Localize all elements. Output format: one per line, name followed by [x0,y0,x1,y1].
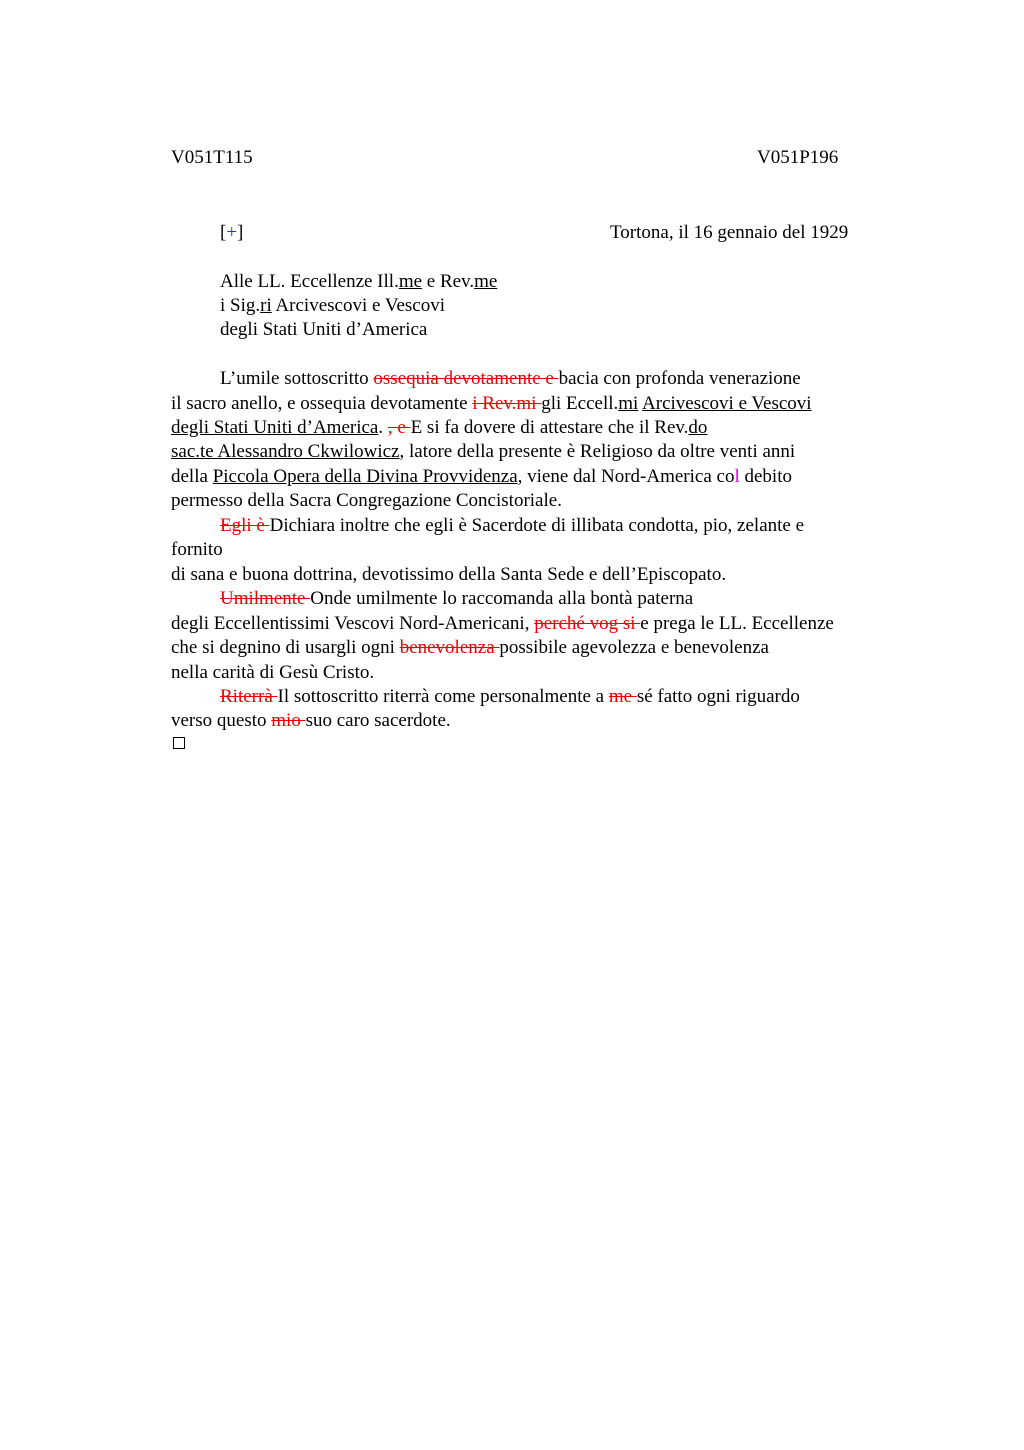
address-line-2: i Sig.ri Arcivescovi e Vescovi [220,295,445,316]
body-line: di sana e buona dottrina, devotissimo della Santa Sede e dell’Episcopato. [171,564,727,585]
body-line: nella carità di Gesù Cristo. [171,662,375,683]
header-right-code: V051P196 [757,147,839,168]
body-line: Egli è Dichiara inoltre che egli è Sacerdote di illibata condotta, pio, zelante e [220,515,805,536]
body-line: della Piccola Opera della Divina Provvidenza, viene dal Nord-America col debito [171,466,792,487]
body-line: Umilmente Onde umilmente lo raccomanda alla bontà paterna [220,588,694,609]
cross-mark: [+] [220,222,244,243]
header-left-code: V051T115 [171,147,253,168]
body-line: il sacro anello, e ossequia devotamente i Rev.mi gli Eccell.mi Arcivescovi e Vescovi [171,393,812,414]
address-line-3: degli Stati Uniti d’America [220,319,428,340]
body-line: Riterrà Il sottoscritto riterrà come personalmente a me sé fatto ogni riguardo [220,686,800,707]
plus-icon: + [226,222,238,243]
body-line: fornito [171,539,223,560]
body-line: permesso della Sacra Congregazione Concistoriale. [171,490,562,511]
body-line: che si degnino di usargli ogni benevolenza possibile agevolezza e benevolenza [171,637,769,658]
body-line: verso questo mio suo caro sacerdote. [171,710,451,731]
address-line-1: Alle LL. Eccellenze Ill.me e Rev.me [220,271,498,292]
letter-date: Tortona, il 16 gennaio del 1929 [610,222,849,243]
body-line: sac.te Alessandro Ckwilowicz, latore della presente è Religioso da oltre venti anni [171,441,796,462]
body-line: degli Eccellentissimi Vescovi Nord-Americani, perché vog si e prega le LL. Eccellenze [171,613,834,634]
end-marker-box-icon [173,737,185,749]
body-line: L’umile sottoscritto ossequia devotamente e bacia con profonda venerazione [220,368,801,389]
body-line: degli Stati Uniti d’America. , e E si fa dovere di attestare che il Rev.do [171,417,708,438]
